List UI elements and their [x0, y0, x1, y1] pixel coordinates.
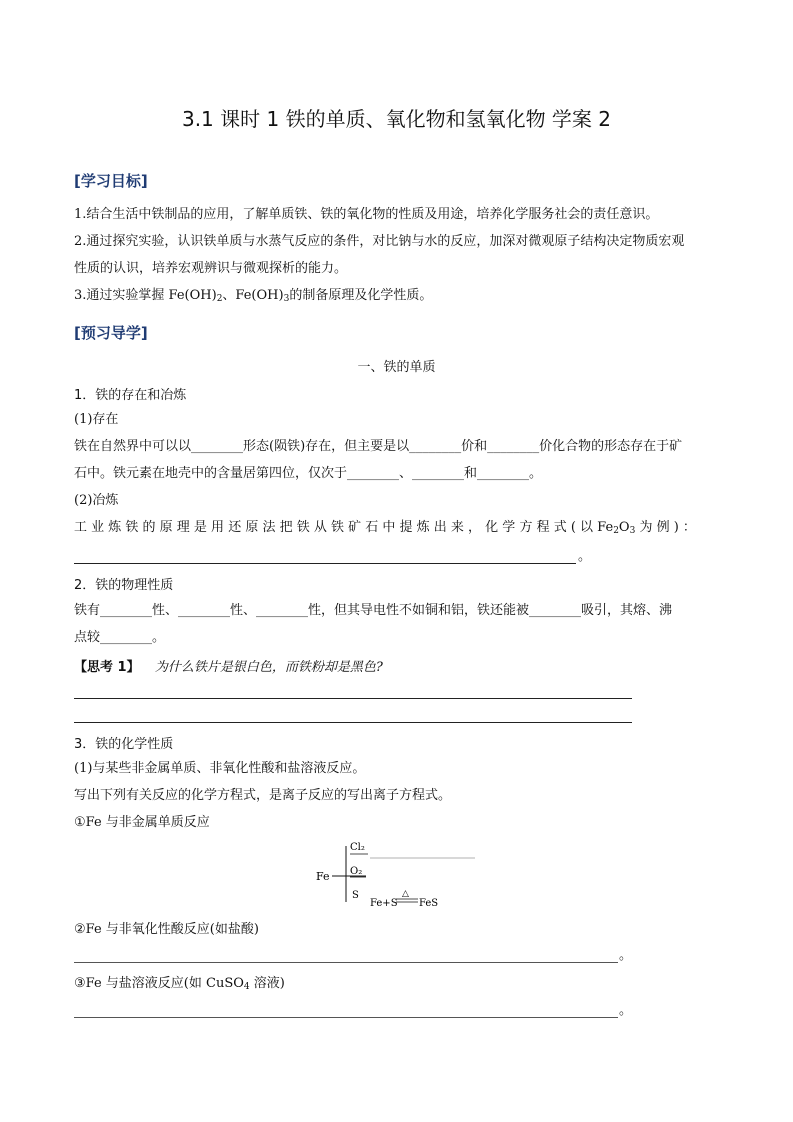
subsection-1-line-2: 石中。铁元素在地壳中的含量居第四位，仅次于________、________和________。 — [74, 466, 543, 481]
part-1-title: 一、铁的单质 — [357, 360, 436, 375]
goal-3 — [74, 287, 432, 308]
s1-line3-sub-2: 3 — [629, 526, 636, 536]
reaction-item-1: ①Fe 与非金属单质反应 — [74, 815, 210, 830]
item3-post: 溶液) — [249, 976, 285, 991]
subsection-3-instruction: 写出下列有关反应的化学方程式，是离子反应的写出离子方程式。 — [74, 788, 452, 803]
answer-line-hcl[interactable] — [74, 962, 618, 963]
reaction-item-3 — [74, 975, 285, 996]
goal-3-post: 的制备原理及化学性质。 — [289, 288, 433, 303]
goal-2-line-2: 性质的认识，培养宏观辨识与微观探析的能力。 — [74, 261, 348, 276]
goal-2-line-1: 2.通过探究实验，认识铁单质与水蒸气反应的条件，对比钠与水的反应，加深对微观原子结构决定物质宏观 — [74, 234, 685, 249]
s1-line3-mid: O — [618, 520, 630, 535]
subsection-3-sub-1: (1)与某些非金属单质、非氧化性酸和盐溶液反应。 — [74, 761, 366, 776]
s1-line3-post: 为 例 ) ： — [635, 520, 696, 535]
s1-line3-pre: 工 业 炼 铁 的 原 理 是 用 还 原 法 把 铁 从 铁 矿 石 中 提 炼 出 来 ， 化 学 方 程 式 ( 以 Fe — [74, 520, 614, 535]
diagram-eq-right: FeS — [419, 898, 439, 909]
period-mark-3: 。 — [619, 1003, 633, 1018]
diagram-eq-condition: △ — [402, 889, 409, 899]
diagram-s-label: S — [352, 890, 359, 901]
reaction-diagram — [310, 836, 490, 911]
subsection-1-sub-2: (2)冶炼 — [74, 493, 119, 508]
goal-3-pre: 3.通过实验掌握 Fe(OH) — [74, 288, 217, 303]
period-mark-2: 。 — [619, 948, 633, 963]
diagram-fe-label: Fe — [316, 870, 330, 883]
subsection-1-heading: 1．铁的存在和冶炼 — [74, 388, 187, 403]
goal-3-mid: 、Fe(OH) — [222, 288, 284, 303]
subsection-3-heading: 3．铁的化学性质 — [74, 737, 174, 752]
subsection-1-sub-1: (1)存在 — [74, 412, 119, 427]
think-1 — [74, 656, 383, 675]
think-label: 【思考 1】 — [74, 660, 140, 675]
subsection-2-line-1: 铁有________性、________性、________性，但其导电性不如铜和铝，铁还能被________吸引，其熔、沸 — [74, 603, 673, 618]
section-heading-preview: [预习导学] — [74, 324, 148, 342]
page-title: 3.1 课时 1 铁的单质、氧化物和氢氧化物 学案 2 — [181, 107, 612, 131]
item3-sub: 4 — [243, 982, 250, 992]
answer-line-think-2[interactable] — [74, 722, 632, 723]
diagram-eq-left: Fe+S — [370, 898, 398, 909]
goal-3-sub-2: 3 — [283, 294, 290, 304]
think-question: 为什么铁片是银白色，而铁粉却是黑色? — [154, 660, 383, 675]
subsection-2-heading: 2．铁的物理性质 — [74, 578, 174, 593]
diagram-cl2-label: Cl₂ — [350, 842, 365, 853]
item3-pre: ③Fe 与盐溶液反应(如 CuSO — [74, 976, 244, 991]
subsection-1-line-3 — [74, 519, 720, 540]
subsection-1-line-1: 铁在自然界中可以以________形态(陨铁)存在，但主要是以________价和________价化合物的形态存在于矿 — [74, 439, 683, 454]
section-heading-goals: [学习目标] — [74, 172, 148, 190]
reaction-item-2: ②Fe 与非氧化性酸反应(如盐酸) — [74, 922, 259, 937]
goal-3-sub-1: 2 — [216, 294, 223, 304]
subsection-2-line-2: 点较________。 — [74, 630, 166, 645]
answer-line-smelting[interactable] — [74, 563, 576, 564]
goal-1: 1.结合生活中铁制品的应用，了解单质铁、铁的氧化物的性质及用途，培养化学服务社会的责任意识。 — [74, 207, 659, 222]
s1-line3-sub-1: 2 — [613, 526, 619, 536]
period-mark: 。 — [578, 549, 592, 564]
answer-line-think-1[interactable] — [74, 698, 632, 699]
diagram-o2-label: O₂ — [350, 866, 363, 877]
answer-line-cuso4[interactable] — [74, 1017, 618, 1018]
